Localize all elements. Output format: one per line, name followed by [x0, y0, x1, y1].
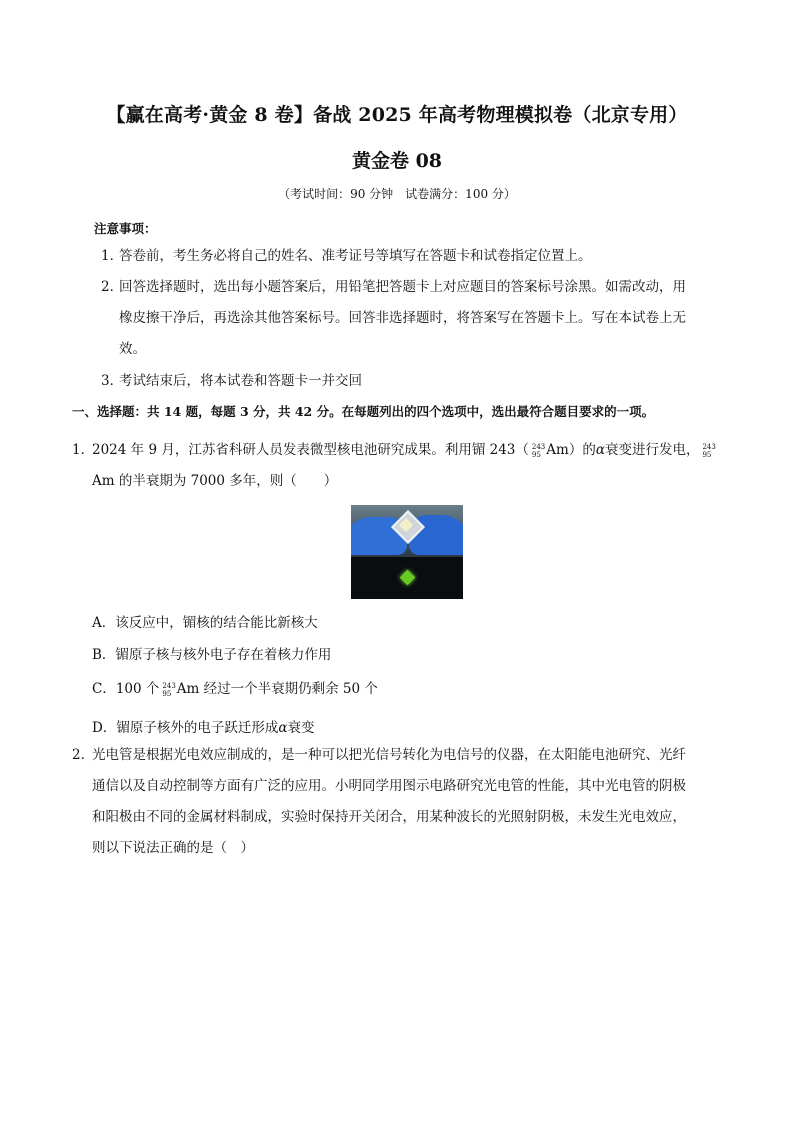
option-label: A． — [92, 615, 116, 631]
notice-item-number: 3． — [101, 373, 124, 389]
microchip-photo — [351, 505, 463, 599]
question-text: 2024 年 9 月，江苏省科研人员发表微型核电池研究成果。利用镅 243（ — [92, 442, 529, 458]
isotope-mass: 243 — [531, 442, 546, 451]
notice-item-text-cont: 效。 — [119, 341, 146, 357]
option-label: C． — [92, 681, 116, 697]
isotope-notation — [532, 443, 545, 459]
option-c — [92, 677, 378, 698]
option-text: Am 经过一个半衰期仍剩余 50 个 — [176, 681, 378, 697]
question-number: 1． — [72, 442, 95, 458]
option-d — [92, 716, 314, 736]
isotope-notation — [702, 443, 715, 459]
option-text: 镅原子核外的电子跃迁形成 — [116, 720, 279, 736]
notice-item-text: 答卷前，考生务必将自己的姓名、准考证号等填写在答题卡和试卷指定位置上。 — [119, 248, 592, 264]
question-number: 2． — [72, 747, 95, 763]
isotope-atomic-number: 95 — [162, 689, 172, 698]
option-text: 该反应中，镅核的结合能比新核大 — [115, 615, 318, 631]
isotope-atomic-number: 95 — [702, 450, 712, 459]
option-label: B． — [92, 647, 116, 663]
option-label: D． — [92, 720, 117, 736]
question-text-cont: 和阳极由不同的金属材料制成，实验时保持开关闭合，用某种波长的光照射阴极，未发生光电效应， — [92, 809, 686, 825]
notice-item-number: 2． — [101, 279, 124, 295]
question-2 — [72, 740, 722, 864]
question-text: ）的 — [568, 442, 596, 458]
question-text: 光电管是根据光电效应制成的，是一种可以把光信号转化为电信号的仪器，在太阳能电池研究、光纤 — [92, 747, 686, 763]
exam-title: 【赢在高考·黄金 8 卷】备战 2025 年高考物理模拟卷（北京专用） — [106, 104, 688, 126]
exam-meta: （考试时间：90 分钟 试卷满分：100 分） — [278, 187, 516, 201]
option-text: 镅原子核与核外电子存在着核力作用 — [115, 647, 332, 663]
question-text-cont: Am 的半衰期为 7000 多年，则（ ） — [92, 473, 338, 489]
notice-item-text: 考试结束后，将本试卷和答题卡一并交回 — [119, 373, 362, 389]
question-text-cont: 则以下说法正确的是（ ） — [92, 840, 254, 856]
alpha-symbol: α — [278, 720, 288, 736]
notice-item-2 — [101, 272, 721, 365]
option-b — [92, 643, 331, 663]
notice-item-text: 回答选择题时，选出每小题答案后，用铅笔把答题卡上对应题目的答案标号涂黑。如需改动，用 — [119, 279, 686, 295]
notice-item-number: 1． — [101, 248, 124, 264]
question-text-cont: 通信以及自动控制等方面有广泛的应用。小明同学用图示电路研究光电管的性能，其中光电管的阴极 — [92, 778, 686, 794]
option-text: 100 个 — [115, 681, 160, 697]
isotope-mass: 243 — [162, 681, 176, 690]
notice-item-3 — [101, 366, 721, 397]
question-1 — [72, 435, 722, 497]
section-heading: 一、选择题：共 14 题，每题 3 分，共 42 分。在每题列出的四个选项中，选出最符合题目要求的一项。 — [72, 404, 655, 419]
notice-item-1 — [101, 241, 721, 272]
notice-heading: 注意事项： — [94, 221, 157, 236]
isotope-mass: 243 — [702, 442, 716, 451]
exam-subtitle: 黄金卷 08 — [351, 150, 443, 172]
isotope-atomic-number: 95 — [531, 450, 541, 459]
question-text: 衰变进行发电， — [604, 442, 700, 458]
alpha-symbol: α — [595, 442, 605, 458]
isotope-symbol: Am — [546, 442, 569, 458]
notice-item-text-cont: 橡皮擦干净后，再选涂其他答案标号。回答非选择题时，将答案写在答题卡上。写在本试卷上无 — [119, 310, 686, 326]
option-text: 衰变 — [287, 720, 315, 736]
isotope-notation — [162, 682, 175, 698]
option-a — [92, 611, 318, 631]
